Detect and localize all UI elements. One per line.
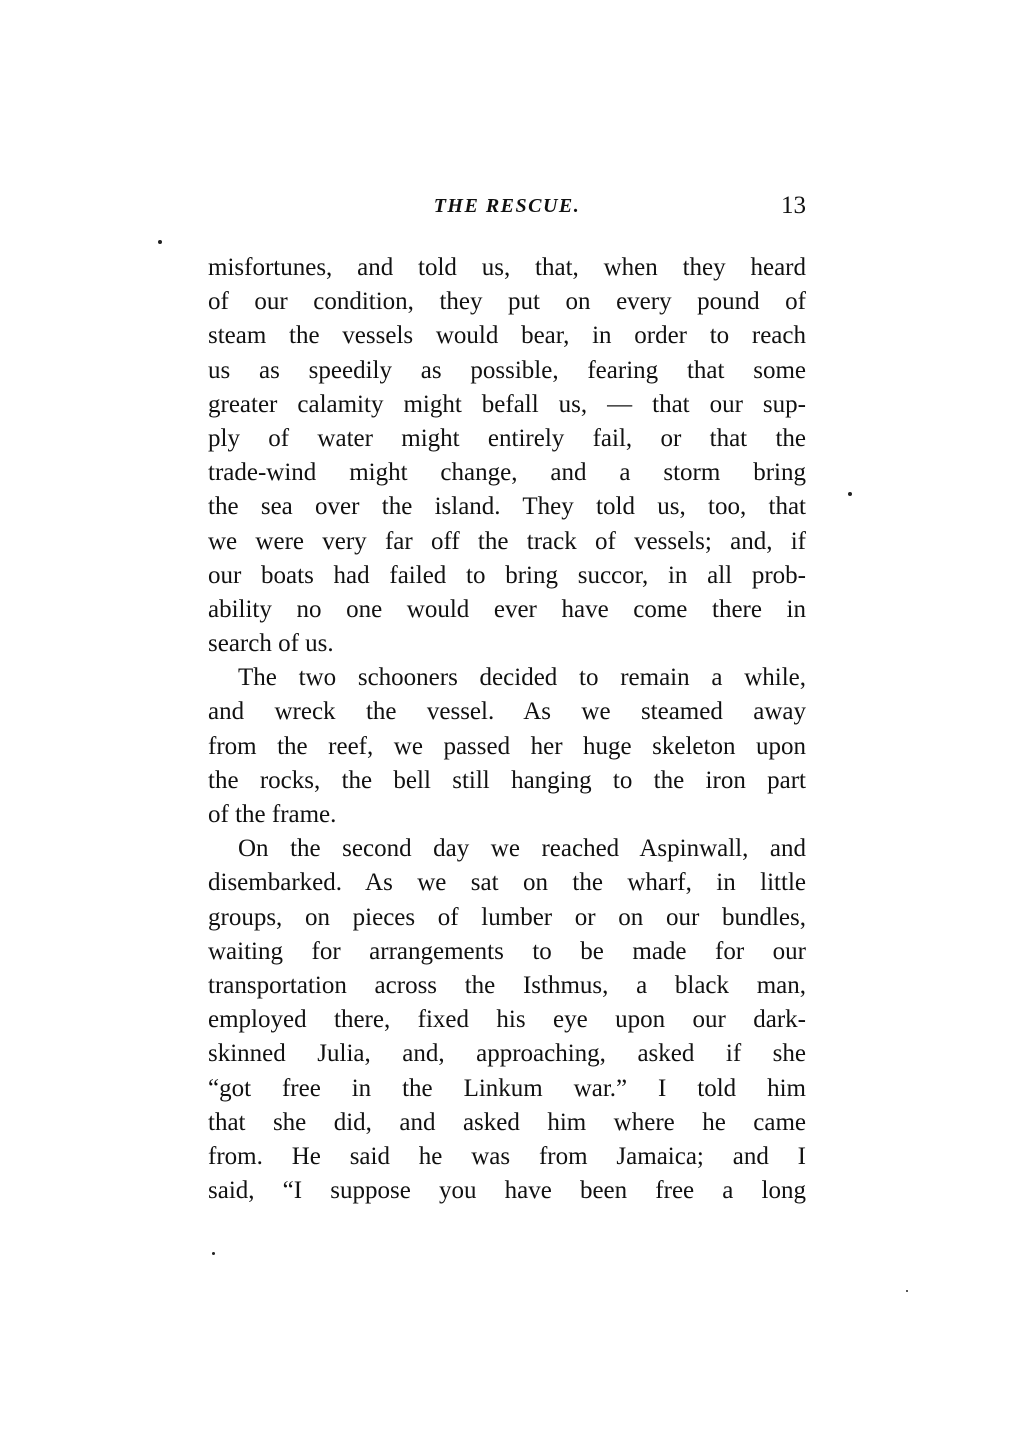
ink-speck [158,240,162,244]
ink-speck [848,492,852,496]
paragraph-start-line: The two schooners decided to remain a while, [238,664,806,692]
text-line: said, “I suppose you have been free a long [208,1177,806,1205]
text-line: groups, on pieces of lumber or on our bundles, [208,903,806,931]
text-line: steam the vessels would bear, in order to reach [208,322,806,350]
ink-speck [212,1252,215,1255]
text-line: greater calamity might befall us, — that our sup- [208,390,806,418]
page-header [208,191,806,221]
text-line: disembarked. As we sat on the wharf, in little [208,869,806,897]
ink-speck [906,1290,908,1292]
text-line: skinned Julia, and, approaching, asked if she [208,1040,806,1068]
text-line: misfortunes, and told us, that, when they heard [208,254,806,281]
page-number: 13 [781,192,806,219]
text-line: transportation across the Isthmus, a black man, [208,971,806,999]
text-line: ply of water might entirely fail, or that the [208,424,806,452]
text-line: the sea over the island. They told us, too, that [208,493,806,521]
text-line: that she did, and asked him where he came [208,1108,806,1136]
text-line: trade-wind might change, and a storm bring [208,459,806,487]
paragraph-end-line: of the frame. [208,801,337,828]
text-line: and wreck the vessel. As we steamed away [208,698,806,726]
paragraph-start-line: On the second day we reached Aspinwall, and [238,835,806,863]
text-line: our boats had failed to bring succor, in all prob- [208,561,806,589]
text-line: from. He said he was from Jamaica; and I [208,1142,806,1170]
text-line: from the reef, we passed her huge skeleton upon [208,732,806,760]
text-line: waiting for arrangements to be made for our [208,937,806,965]
text-line: ability no one would ever have come there in [208,595,806,623]
text-line: the rocks, the bell still hanging to the iron part [208,766,806,794]
running-head: THE RESCUE. [433,195,581,217]
text-line: “got free in the Linkum war.” I told him [208,1074,806,1102]
text-line: employed there, fixed his eye upon our dark- [208,1006,806,1034]
paragraph-end-line: search of us. [208,630,334,658]
text-line: us as speedily as possible, fearing that some [208,356,806,384]
body-text [208,251,806,1208]
text-line: of our condition, they put on every pound of [208,288,806,316]
text-line: we were very far off the track of vessels; and, if [208,527,806,555]
